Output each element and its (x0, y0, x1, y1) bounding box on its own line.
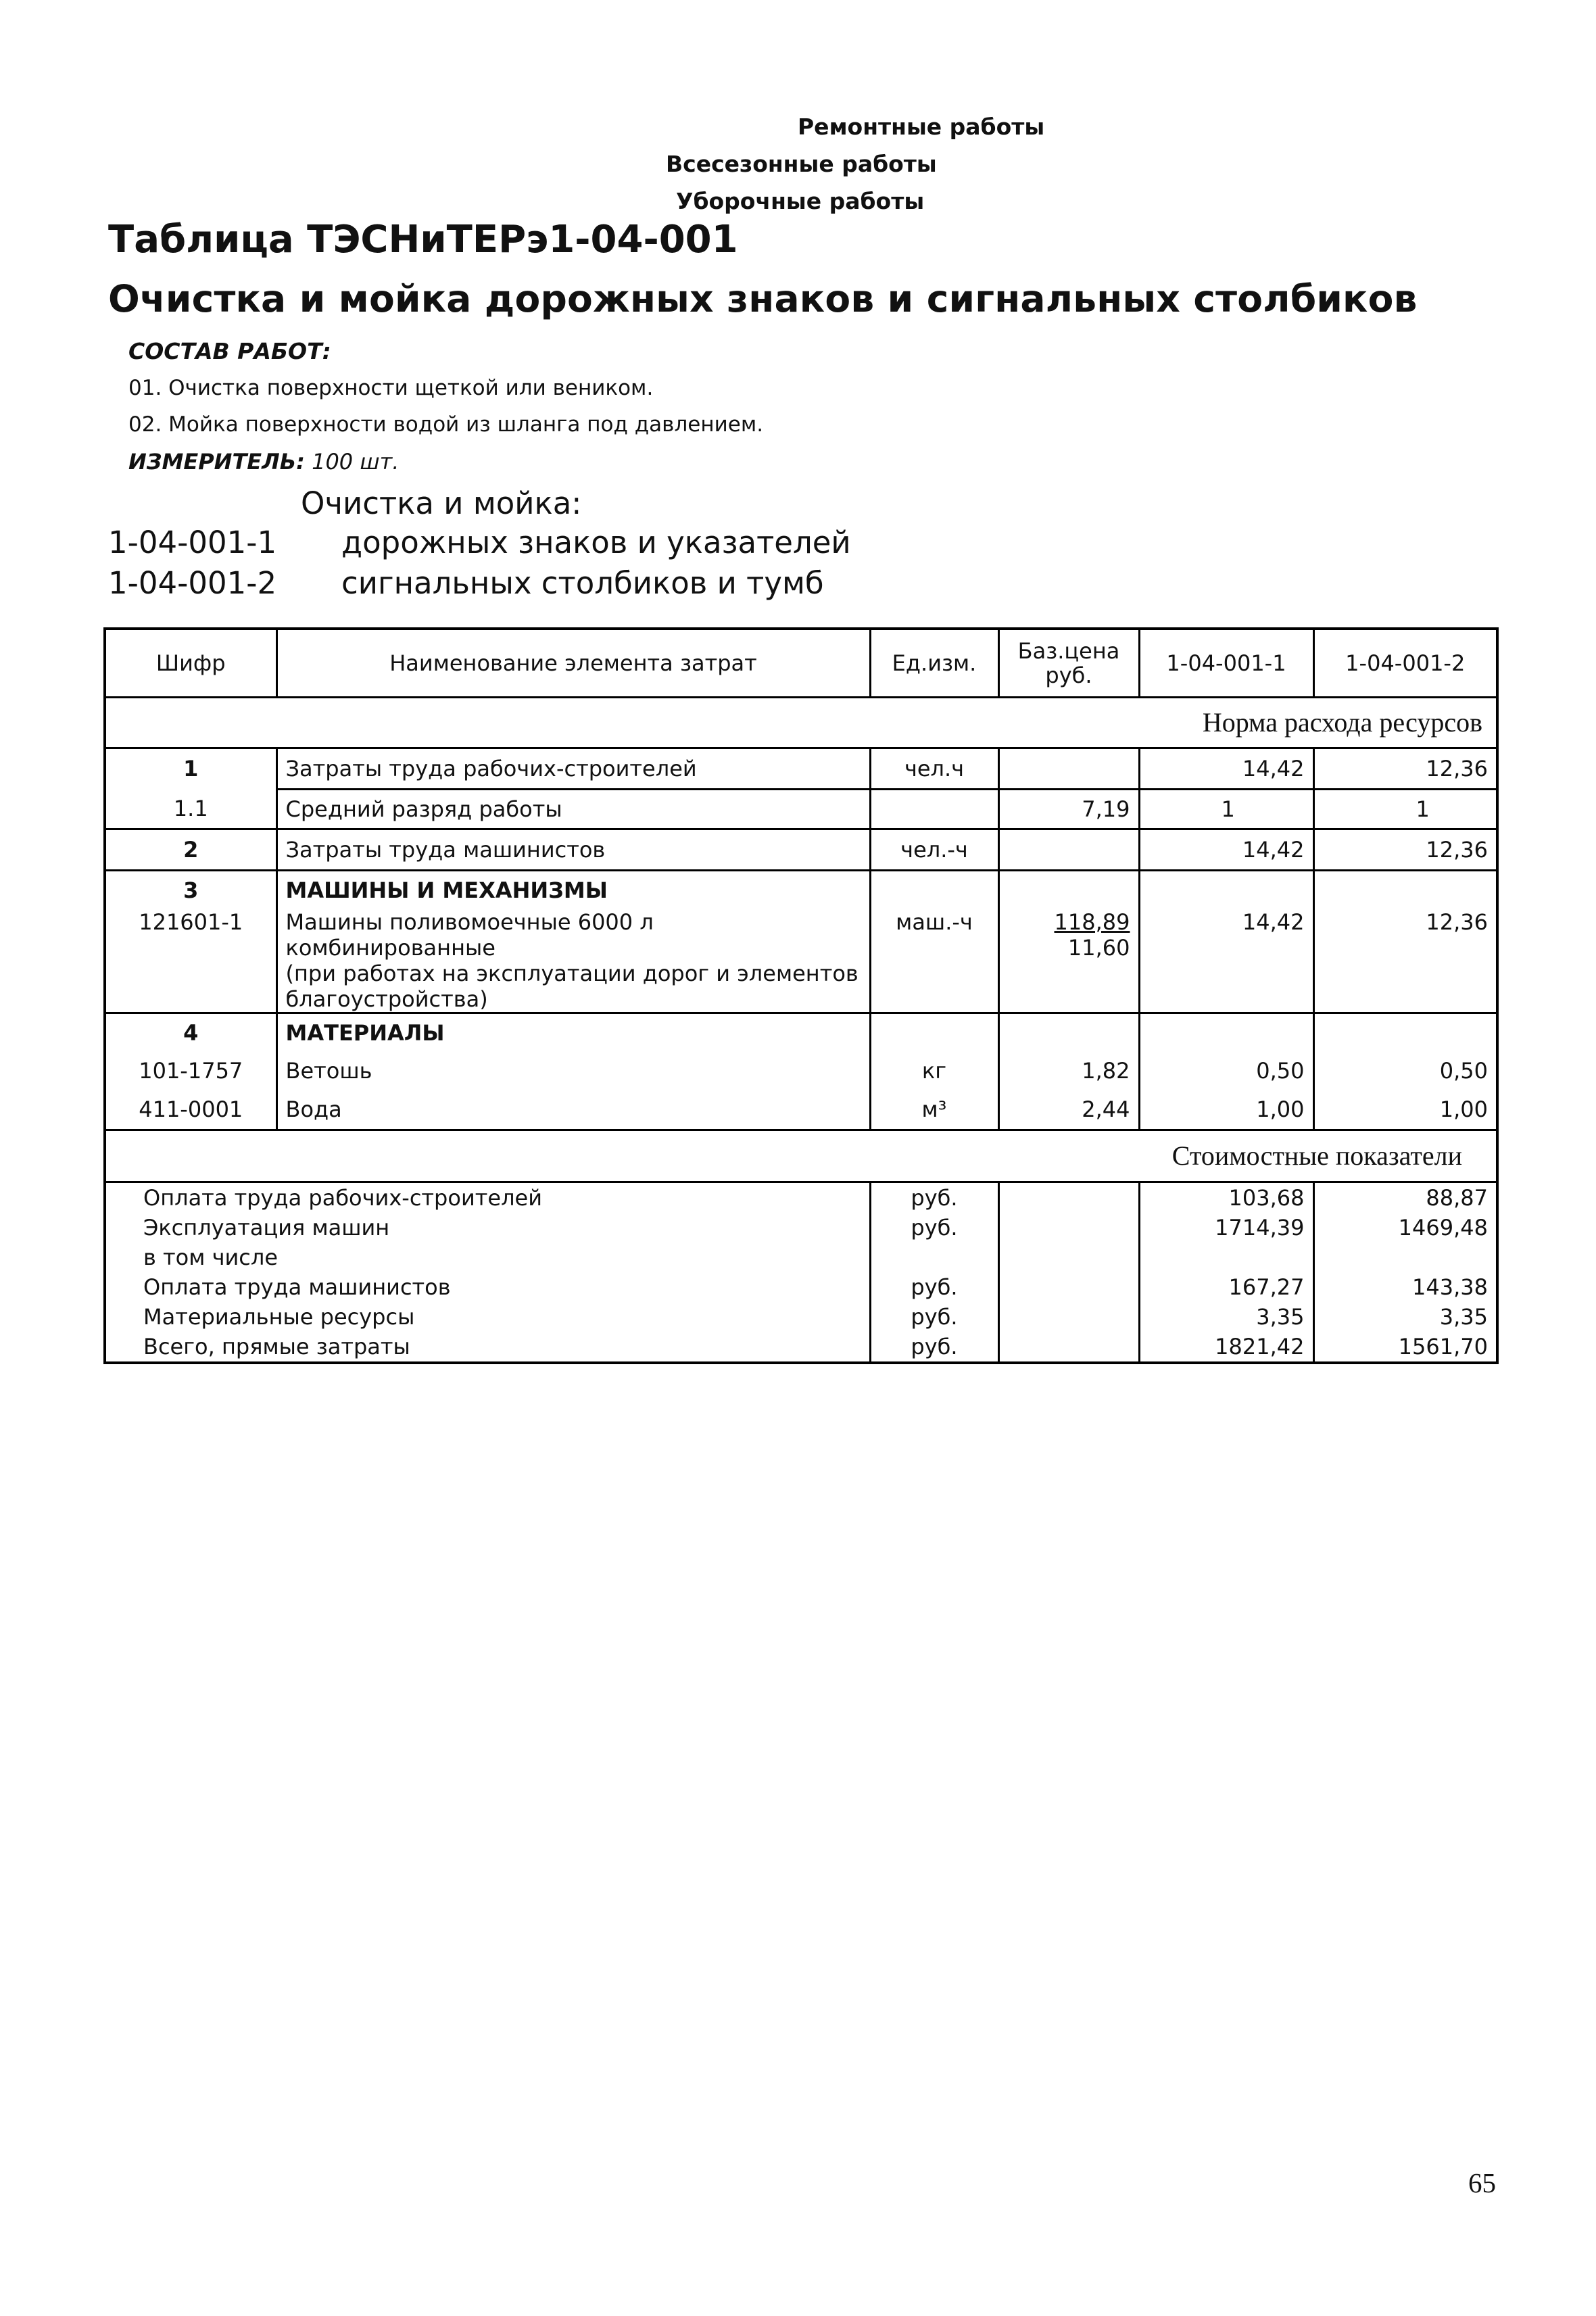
row-name: МАШИНЫ И МЕХАНИЗМЫ (276, 871, 870, 910)
header-line-all-season: Всесезонные работы (666, 151, 937, 177)
row-code: 1 (183, 756, 199, 781)
col-header-price (998, 629, 1139, 698)
cost-unit: руб. (870, 1272, 998, 1302)
row-unit: чел.-ч (870, 829, 998, 871)
row-price (998, 909, 1139, 1013)
cost-value-2: 3,35 (1313, 1302, 1497, 1332)
row-value-2: 1 (1313, 790, 1497, 829)
col-header-variant-1: 1-04-001-1 (1139, 629, 1313, 698)
cost-value-2: 143,38 (1313, 1272, 1497, 1302)
cost-row (105, 1272, 1497, 1302)
variants-intro: Очистка и мойка: (301, 485, 582, 521)
row-code: 3 (183, 877, 199, 903)
composition-heading: СОСТАВ РАБОТ: (128, 338, 331, 364)
header-line-repair: Ремонтные работы (798, 114, 1045, 140)
measure-label: ИЗМЕРИТЕЛЬ: (128, 449, 305, 475)
table-row (105, 748, 1497, 790)
row-value-2: 0,50 (1313, 1052, 1497, 1090)
cost-value-2 (1313, 1243, 1497, 1272)
cost-row (105, 1213, 1497, 1243)
row-price (998, 829, 1139, 871)
col-header-unit: Ед.изм. (870, 629, 998, 698)
table-row-group (105, 1013, 1497, 1053)
row-name: Вода (276, 1090, 870, 1130)
col-header-name: Наименование элемента затрат (276, 629, 870, 698)
col-header-code: Шифр (105, 629, 276, 698)
section-row-cost (105, 1130, 1497, 1182)
row-name: Средний разряд работы (276, 790, 870, 829)
cost-value-1: 103,68 (1139, 1182, 1313, 1213)
table-title: Таблица ТЭСНиТЕРэ1-04-001 (108, 218, 738, 262)
row-value-2: 12,36 (1313, 909, 1497, 1013)
table-row (105, 790, 1497, 829)
row-name: МАТЕРИАЛЫ (276, 1013, 870, 1053)
cost-name: Материальные ресурсы (143, 1304, 415, 1330)
cost-value-2: 1469,48 (1313, 1213, 1497, 1243)
cost-unit: руб. (870, 1332, 998, 1363)
row-code: 101-1757 (139, 1058, 243, 1084)
header-line-cleaning: Уборочные работы (676, 188, 925, 214)
table-subtitle: Очистка и мойка дорожных знаков и сигнальных столбиков (108, 277, 1418, 320)
row-value-2: 12,36 (1313, 748, 1497, 790)
measure (128, 449, 399, 475)
cost-unit (870, 1243, 998, 1272)
table-row-group (105, 871, 1497, 910)
resources-table (103, 627, 1499, 1364)
row-value-1: 14,42 (1139, 909, 1313, 1013)
row-price-line: 11,60 (1067, 935, 1130, 961)
row-code: 4 (183, 1020, 199, 1046)
row-value-1: 1,00 (1139, 1090, 1313, 1130)
variant-code: 1-04-001-1 (108, 525, 277, 560)
cost-value-2: 1561,70 (1313, 1332, 1497, 1363)
composition-item: 02. Мойка поверхности водой из шланга под давлением. (128, 412, 764, 437)
row-code: 411-0001 (105, 1090, 276, 1130)
section-cost-label: Стоимостные показатели (105, 1130, 1497, 1182)
table-row (105, 829, 1497, 871)
section-row-norm (105, 698, 1497, 748)
row-code: 121601-1 (105, 909, 276, 1013)
row-code: 1.1 (105, 790, 276, 829)
row-unit: чел.ч (870, 748, 998, 790)
row-unit: м³ (870, 1090, 998, 1130)
row-price: 7,19 (998, 790, 1139, 829)
cost-name: в том числе (143, 1245, 278, 1270)
cost-unit: руб. (870, 1213, 998, 1243)
cost-value-1: 1714,39 (1139, 1213, 1313, 1243)
cost-name: Эксплуатация машин (143, 1215, 390, 1240)
cost-name: Всего, прямые затраты (143, 1334, 410, 1359)
row-value-1: 0,50 (1139, 1052, 1313, 1090)
cost-name: Оплата труда рабочих-строителей (143, 1185, 542, 1211)
row-name (276, 909, 870, 1013)
row-price (998, 748, 1139, 790)
row-price-line: 118,89 (1054, 909, 1130, 935)
section-norm-label: Норма расхода ресурсов (105, 698, 1497, 748)
variant-name: дорожных знаков и указателей (341, 525, 851, 560)
row-unit: маш.-ч (870, 909, 998, 1013)
cost-unit: руб. (870, 1302, 998, 1332)
col-header-price-line1: Баз.цена (1017, 638, 1120, 664)
page-number: 65 (1468, 2167, 1496, 2198)
table-row (105, 1090, 1497, 1130)
cost-name: Оплата труда машинистов (143, 1274, 451, 1300)
row-value-2: 12,36 (1313, 829, 1497, 871)
composition-item: 01. Очистка поверхности щеткой или веником. (128, 376, 654, 400)
row-price: 2,44 (998, 1090, 1139, 1130)
variant-name: сигнальных столбиков и тумб (341, 565, 824, 601)
cost-row (105, 1243, 1497, 1272)
table-row (105, 909, 1497, 1013)
cost-value-1 (1139, 1243, 1313, 1272)
row-value-1: 14,42 (1139, 829, 1313, 871)
table-header-row (105, 629, 1497, 698)
cost-row-total (105, 1332, 1497, 1363)
variant-code: 1-04-001-2 (108, 565, 277, 601)
row-name: Затраты труда рабочих-строителей (276, 748, 870, 790)
row-name: Ветошь (276, 1052, 870, 1090)
row-unit (870, 790, 998, 829)
cost-row (105, 1302, 1497, 1332)
row-name-line: благоустройства) (285, 986, 488, 1012)
cost-unit: руб. (870, 1182, 998, 1213)
row-value-2: 1,00 (1313, 1090, 1497, 1130)
col-header-variant-2: 1-04-001-2 (1313, 629, 1497, 698)
row-unit: кг (870, 1052, 998, 1090)
row-name-line: (при работах на эксплуатации дорог и элементов (285, 961, 859, 986)
cost-value-1: 167,27 (1139, 1272, 1313, 1302)
row-price: 1,82 (998, 1052, 1139, 1090)
row-value-1: 14,42 (1139, 748, 1313, 790)
col-header-price-line2: руб. (1045, 662, 1092, 688)
measure-value: 100 шт. (312, 449, 400, 475)
cost-value-1: 1821,42 (1139, 1332, 1313, 1363)
row-name-line: Машины поливомоечные 6000 л комбинированные (285, 909, 654, 961)
cost-value-2: 88,87 (1313, 1182, 1497, 1213)
cost-value-1: 3,35 (1139, 1302, 1313, 1332)
row-code: 2 (105, 829, 276, 871)
cost-row (105, 1182, 1497, 1213)
row-name: Затраты труда машинистов (276, 829, 870, 871)
row-value-1: 1 (1139, 790, 1313, 829)
table-row (105, 1052, 1497, 1090)
